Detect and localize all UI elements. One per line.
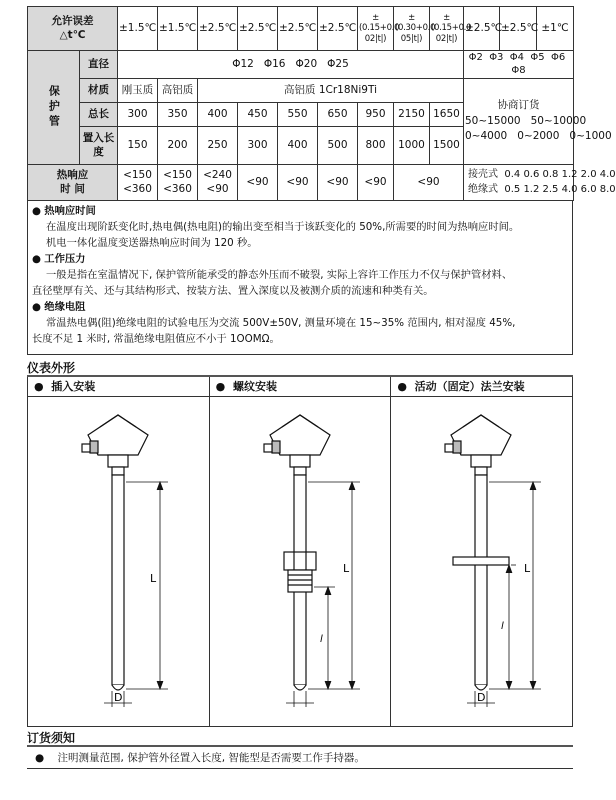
response-label: 热响应 时 间 xyxy=(28,165,118,201)
col-title: 螺纹安装 xyxy=(232,379,277,393)
material-cell: 高铝质 1Cr18Ni9Ti xyxy=(198,79,464,103)
col-title: 插入安装 xyxy=(51,379,96,393)
insert-cell: 300 xyxy=(238,127,278,165)
tolerance-cell: ±2.5℃ xyxy=(500,7,537,51)
diameter-value: Φ12 xyxy=(232,57,254,70)
notes-block xyxy=(27,201,573,355)
response-cell: <90 xyxy=(318,165,358,201)
col-title: 活动（固定）法兰安装 xyxy=(414,379,525,393)
diameter-label: 直径 xyxy=(80,51,118,79)
response-cell: <90 xyxy=(394,165,464,201)
response-cell: <240 <90 xyxy=(198,165,238,201)
dim-label: l xyxy=(501,620,505,632)
tolerance-cell: ±1℃ xyxy=(537,7,574,51)
tolerance-row xyxy=(28,7,574,51)
diameter-value: Φ5 xyxy=(530,52,545,63)
dim-label: L xyxy=(524,561,531,575)
response-right-line: 接壳式 0.4 0.6 0.8 1.2 2.0 4.0 xyxy=(468,169,616,180)
insert-label: 置入长度 xyxy=(80,127,118,165)
diameter-value: Φ8 xyxy=(511,64,526,76)
length-cell: 450 xyxy=(238,103,278,127)
tolerance-cell: ±2.5℃ xyxy=(318,7,358,51)
insert-cell: 200 xyxy=(158,127,198,165)
page xyxy=(27,6,616,769)
negotiate-line: 0~4000 0~2000 0~1000 xyxy=(465,130,612,143)
length-cell: 350 xyxy=(158,103,198,127)
note-heading: 工作压力 xyxy=(44,252,86,265)
note-text: 直径壁厚有关、还与其结构形式、按装方法、置入深度以及被测介质的流速和种类有关。 xyxy=(32,284,434,297)
tolerance-cell: ±1.5℃ xyxy=(158,7,198,51)
material-cell: 刚玉质 xyxy=(118,79,158,103)
appearance-title: 仪表外形 xyxy=(27,359,573,377)
diameter-main xyxy=(118,51,464,79)
dim-label: l xyxy=(319,633,323,645)
dim-label: L xyxy=(342,561,349,575)
insert-cell: 250 xyxy=(198,127,238,165)
insert-cell: 1000 xyxy=(394,127,430,165)
tolerance-cell: ±(0.15+0.0 02|t|) xyxy=(358,7,394,51)
note-heading: 热响应时间 xyxy=(44,205,96,217)
length-cell: 400 xyxy=(198,103,238,127)
bullet-icon: ● xyxy=(215,379,226,393)
length-cell: 300 xyxy=(118,103,158,127)
bullet-icon: ● xyxy=(34,379,44,393)
tolerance-cell: ±2.5℃ xyxy=(464,7,500,51)
dim-label: D xyxy=(114,690,123,704)
length-cell: 950 xyxy=(358,103,394,127)
note-text: 长度不足 1 米时, 常温绝缘电阻值应不小于 1OOMΩ。 xyxy=(32,332,280,345)
tolerance-cell: ±(0.15+0.0 02|t|) xyxy=(430,7,464,51)
bullet-icon: ● xyxy=(32,252,41,265)
install-diagrams xyxy=(27,377,573,727)
note-text: 在温度出现阶跃变化时,热电偶(热电阻)的输出变至相当于该跃变化的 50%,所需要的时间为热响应时间。 xyxy=(46,220,520,233)
order-text: 注明测量范围, 保护管外径置入长度, 智能型是否需要工作手持器。 xyxy=(57,751,365,764)
diameter-value: Φ2 xyxy=(468,52,483,63)
negotiate-line: 50~15000 50~10000 xyxy=(465,114,587,127)
response-cell: <90 xyxy=(278,165,318,201)
negotiate-title: 协商订货 xyxy=(497,98,540,111)
diameter-value: Φ16 xyxy=(263,57,286,70)
diameter-right xyxy=(464,51,574,79)
material-cell: 高铝质 xyxy=(158,79,198,103)
diameter-value: Φ20 xyxy=(295,57,318,70)
material-label: 材质 xyxy=(80,79,118,103)
note-text: 机电一体化温度变送器热响应时间为 120 秒。 xyxy=(46,236,258,249)
insert-cell: 150 xyxy=(118,127,158,165)
note-text: 常温热电偶(阻)绝缘电阻的试验电压为交流 500V±50V, 测量环境在 15~35% 范围内, 相对湿度 45%, xyxy=(46,316,516,329)
order-line xyxy=(27,747,573,769)
bullet-icon: ● xyxy=(32,205,41,217)
note-heading: 绝缘电阻 xyxy=(44,300,86,313)
length-cell: 2150 xyxy=(394,103,430,127)
insert-cell: 400 xyxy=(278,127,318,165)
tolerance-cell: ±1.5℃ xyxy=(118,7,158,51)
response-right xyxy=(464,165,616,201)
protect-label: 保护管 xyxy=(28,51,80,165)
bullet-icon: ● xyxy=(397,379,407,393)
note-text: 一般是指在室温情况下, 保护管所能承受的静态外压而不破裂, 实际上容许工作压力不仅与保护管材料、 xyxy=(46,268,513,281)
order-title: 订货须知 xyxy=(27,729,573,747)
col-header xyxy=(28,377,209,397)
tolerance-cell: ±(0.30+0.0 05|t|) xyxy=(394,7,430,51)
tolerance-cell: ±2.5℃ xyxy=(278,7,318,51)
insert-cell: 500 xyxy=(318,127,358,165)
tolerance-cell: ±2.5℃ xyxy=(238,7,278,51)
length-cell: 550 xyxy=(278,103,318,127)
diameter-value: Φ25 xyxy=(327,57,349,70)
response-cell: <150 <360 xyxy=(158,165,198,201)
dim-label: L xyxy=(150,571,157,585)
dim-label: D xyxy=(477,690,486,704)
response-cell: <90 xyxy=(358,165,394,201)
flange-mount-drawing xyxy=(391,397,573,722)
bullet-icon: ● xyxy=(35,751,45,764)
insert-cell: 1500 xyxy=(430,127,464,165)
bullet-icon: ● xyxy=(32,300,41,313)
col-header xyxy=(391,377,572,397)
length-label: 总长 xyxy=(80,103,118,127)
diameter-value: Φ3 xyxy=(489,52,504,63)
install-col-flange xyxy=(391,377,573,726)
install-col-insert xyxy=(28,377,210,726)
tolerance-label: 允许误差 △t℃ xyxy=(28,7,118,51)
response-right-line: 绝缘式 0.5 1.2 2.5 4.0 6.0 8.0 xyxy=(468,183,616,195)
response-cell: <150 <360 xyxy=(118,165,158,201)
install-col-thread xyxy=(210,377,392,726)
tolerance-cell: ±2.5℃ xyxy=(198,7,238,51)
col-header xyxy=(210,377,391,397)
length-cell: 650 xyxy=(318,103,358,127)
length-cell: 1650 xyxy=(430,103,464,127)
negotiate-block xyxy=(464,79,612,165)
response-cell: <90 xyxy=(238,165,278,201)
diameter-value: Φ4 xyxy=(509,52,525,63)
insert-cell: 800 xyxy=(358,127,394,165)
diameter-value: Φ6 xyxy=(550,52,566,63)
spec-table xyxy=(27,6,616,201)
insert-mount-drawing xyxy=(28,397,209,722)
thread-mount-drawing xyxy=(210,397,392,722)
